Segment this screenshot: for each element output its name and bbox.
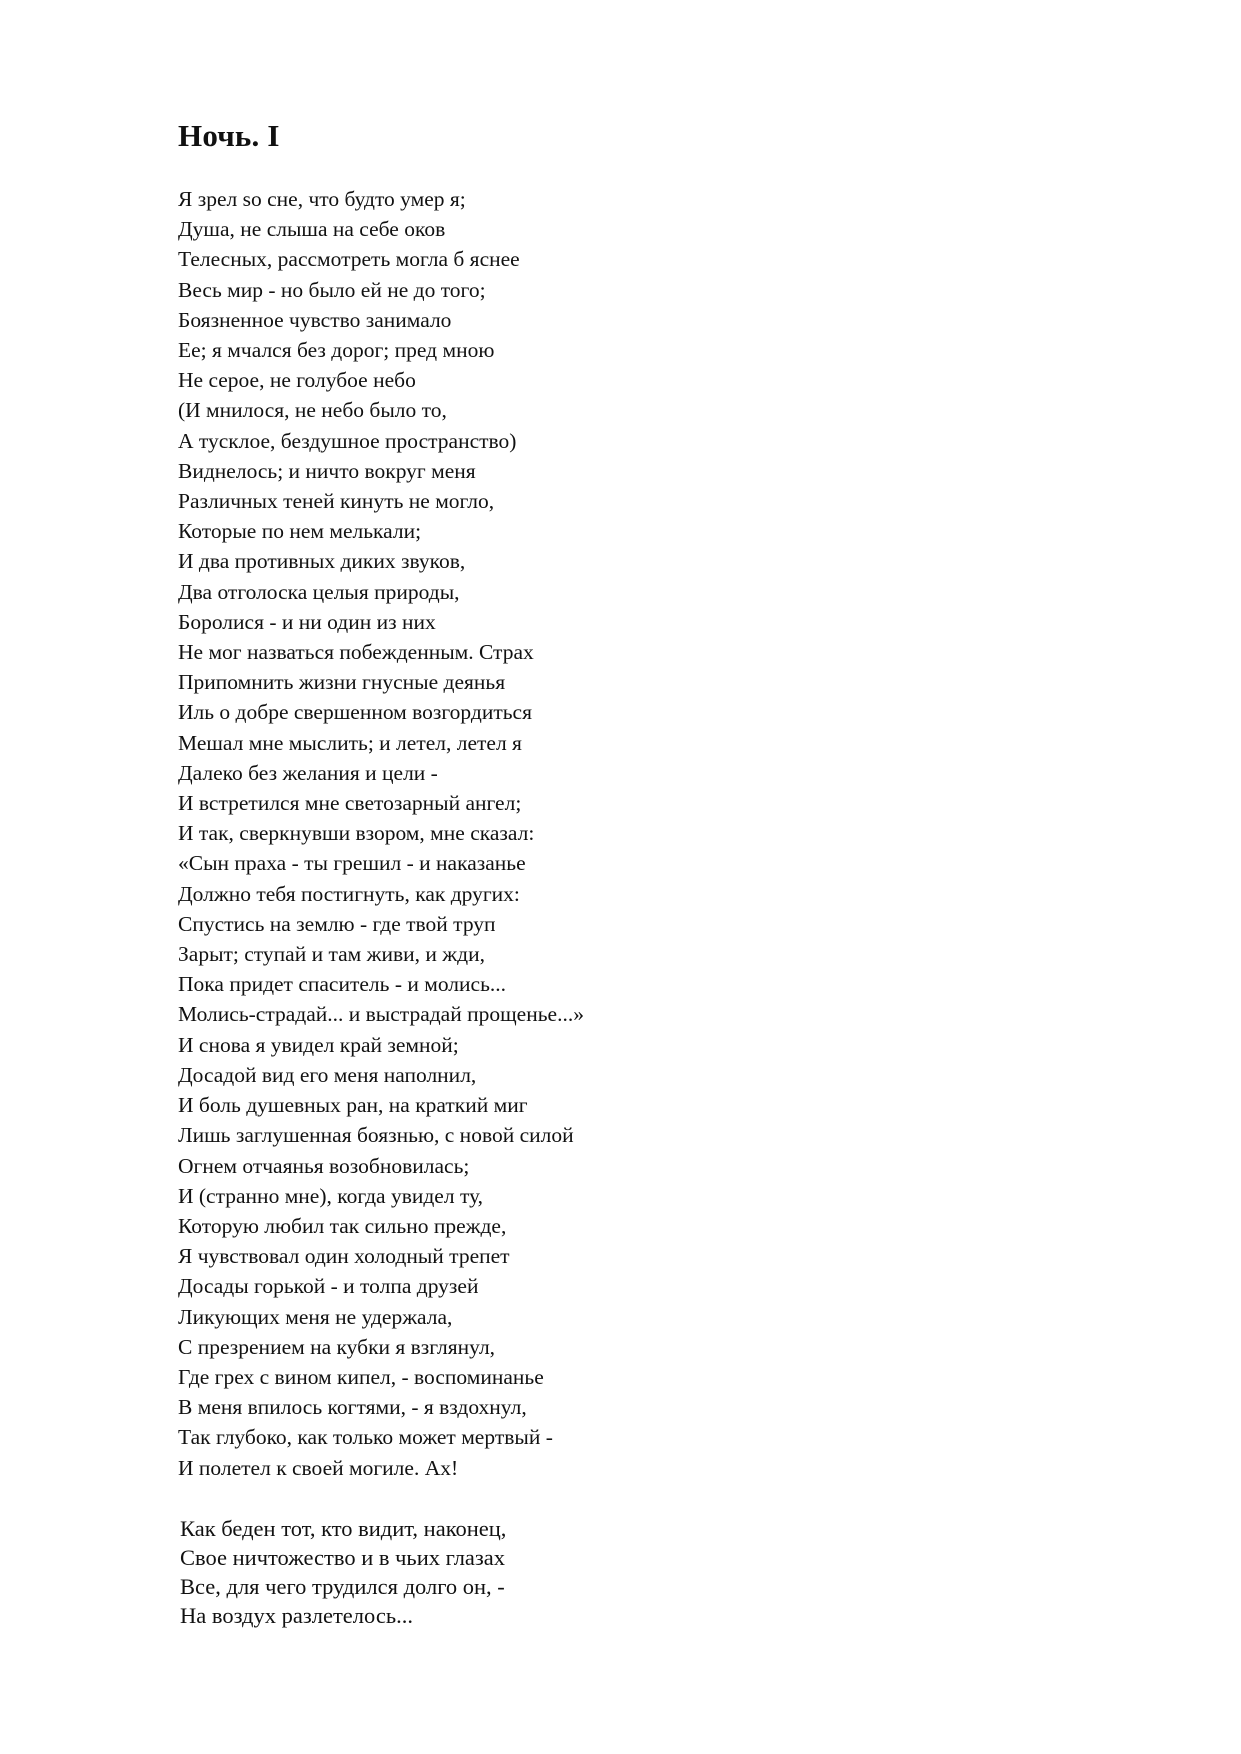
- verse-line: Весь мир - но было ей не до того;: [178, 277, 486, 302]
- verse-line: Где грех с вином кипел, - воспоминанье: [178, 1364, 544, 1389]
- verse-line: Иль о добре свершенном возгордиться: [178, 700, 532, 725]
- verse-line: С презрением на кубки я взглянул,: [178, 1334, 496, 1359]
- verse-line: В меня впилось когтями, - я вздохнул,: [178, 1395, 527, 1420]
- verse-line: «Сын праха - ты грешил - и наказанье: [178, 851, 526, 876]
- verse-line: Свое ничтожество и в чьих глазах: [180, 1545, 506, 1570]
- verse-line: И два противных диких звуков,: [178, 549, 466, 574]
- verse-line: Два отголоска целыя природы,: [178, 579, 460, 604]
- verse-line: Я чувствовал один холодный трепет: [178, 1244, 510, 1269]
- verse-line: Телесных, рассмотреть могла б яснее: [178, 247, 520, 272]
- verse-line: А тусклое, бездушное пространство): [178, 428, 517, 453]
- verse-line: Различных теней кинуть не могло,: [178, 489, 495, 514]
- verse-line: Лишь заглушенная боязнью, с новой силой: [178, 1123, 574, 1148]
- verse-line: На воздух разлетелось...: [180, 1603, 413, 1628]
- verse-line: И боль душевных ран, на краткий миг: [178, 1093, 528, 1118]
- stanza-1: [178, 184, 584, 1483]
- stanza-2: [180, 1514, 506, 1630]
- verse-line: Которую любил так сильно прежде,: [178, 1213, 507, 1238]
- verse-line: Зарыт; ступай и там живи, и жди,: [178, 942, 485, 967]
- verse-line: Боязненное чувство занимало: [178, 307, 452, 332]
- verse-line: Пока придет спаситель - и молись...: [178, 972, 507, 997]
- verse-line: Досадой вид его меня наполнил,: [178, 1062, 477, 1087]
- verse-line: Должно тебя постигнуть, как других:: [178, 881, 520, 906]
- verse-line: Не серое, не голубое небо: [178, 368, 416, 393]
- verse-line: Ликующих меня не удержала,: [178, 1304, 453, 1329]
- verse-line: Мешал мне мыслить; и летел, летел я: [178, 730, 522, 755]
- verse-line: Далеко без желания и цели -: [178, 760, 438, 785]
- verse-line: И встретился мне светозарный ангел;: [178, 791, 522, 816]
- verse-line: Не мог назваться побежденным. Страх: [178, 640, 534, 665]
- verse-line: (И мнилося, не небо было то,: [178, 398, 447, 423]
- verse-line: И (странно мне), когда увидел ту,: [178, 1183, 484, 1208]
- verse-line: И снова я увидел край земной;: [178, 1032, 459, 1057]
- verse-line: Досады горькой - и толпа друзей: [178, 1274, 479, 1299]
- verse-line: Я зрел so сне, что будто умер я;: [178, 187, 466, 211]
- verse-line: Спустись на землю - где твой труп: [178, 911, 496, 936]
- verse-line: Которые по нем мелькали;: [178, 519, 422, 544]
- verse-line: Так глубоко, как только может мертвый -: [178, 1425, 553, 1450]
- verse-line: Все, для чего трудился долго он, -: [180, 1574, 505, 1599]
- page-title: Ночь. I: [178, 118, 280, 153]
- verse-line: Душа, не слыша на себе оков: [178, 217, 446, 242]
- verse-line: Боролися - и ни один из них: [178, 609, 436, 634]
- verse-line: И полетел к своей могиле. Ах!: [178, 1455, 459, 1480]
- verse-line: Молись-страдай... и выстрадай прощенье...»: [178, 1002, 584, 1027]
- verse-line: Как беден тот, кто видит, наконец,: [180, 1516, 507, 1541]
- verse-line: Припомнить жизни гнусные деянья: [178, 670, 506, 695]
- verse-line: Виднелось; и ничто вокруг меня: [178, 458, 476, 483]
- verse-line: И так, сверкнувши взором, мне сказал:: [178, 821, 535, 846]
- verse-line: Огнем отчаянья возобновилась;: [178, 1153, 470, 1178]
- verse-line: Ее; я мчался без дорог; пред мною: [178, 338, 495, 363]
